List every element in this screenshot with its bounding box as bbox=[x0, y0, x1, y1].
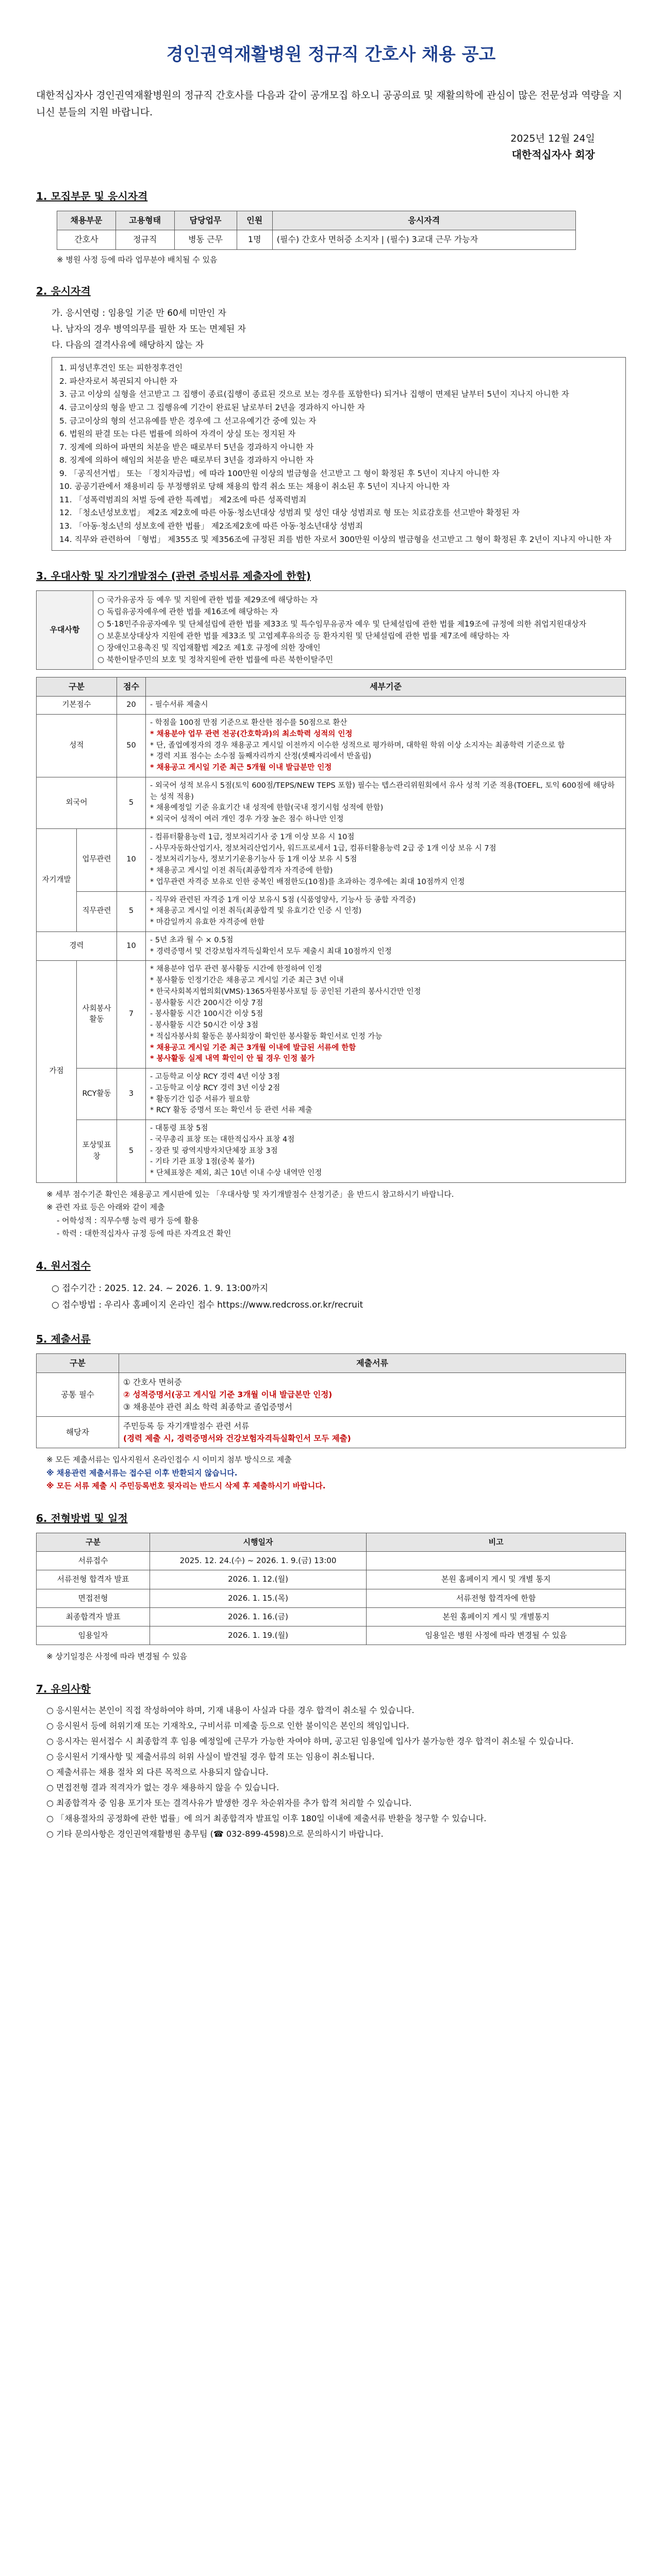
caution-item: ○ 응시원서는 본인이 직접 작성하여야 하며, 기재 내용이 사실과 다를 경우 합격이 취소될 수 있습니다. bbox=[46, 1705, 415, 1715]
posting-signature: 대한적십자사 회장 bbox=[511, 148, 595, 161]
table-cell: 면접전형 bbox=[37, 1589, 150, 1607]
score-detail-line: - 국무총리 표창 또는 대한적십자사 표창 4점 bbox=[150, 1135, 295, 1144]
section-7-heading: 7. 유의사항 bbox=[36, 1682, 91, 1695]
section-2-heading: 2. 응시자격 bbox=[36, 285, 91, 298]
score-label: 성적 bbox=[37, 715, 117, 777]
document-line: ① 간호사 면허증 bbox=[123, 1378, 182, 1387]
table-cell: 간호사 bbox=[57, 230, 116, 250]
score-detail bbox=[146, 931, 626, 961]
list-item: 다. 다음의 결격사유에 해당하지 않는 자 bbox=[52, 340, 204, 350]
footnote: - 학력 : 대한적십자사 규정 등에 따른 자격요건 확인 bbox=[57, 1229, 231, 1239]
disqualification-item: 2. 파산자로서 복권되지 아니한 자 bbox=[59, 376, 178, 386]
footnote: ※ 모든 서류 제출 시 주민등록번호 뒷자리는 반드시 삭제 후 제출하시기 바랍니다. bbox=[46, 1481, 326, 1491]
table-header: 비고 bbox=[367, 1533, 626, 1551]
caution-item: ○ 면접전형 결과 적격자가 없는 경우 채용하지 않을 수 있습니다. bbox=[46, 1782, 279, 1792]
table-cell: 서류전형 합격자 발표 bbox=[37, 1570, 150, 1589]
score-detail-line: - 외국어 성적 보유시 5점(토익 600점/TEPS/NEW TEPS 포함) 필수는 텝스관리위원회에서 유사 성적 기준 적용(TOEFL, 토익 600점에 해당하는 성적 적용) bbox=[150, 781, 615, 801]
section-3-heading: 3. 우대사항 및 자기개발점수 (관련 증빙서류 제출자에 한함) bbox=[36, 570, 311, 583]
score-group-label: 자기개발 bbox=[37, 828, 77, 931]
table-header: 응시자격 bbox=[272, 211, 575, 230]
preference-item: ○ 장애인고용촉진 및 직업재활법 제2조 제1호 규정에 의한 장애인 bbox=[97, 643, 321, 653]
schedule-table bbox=[36, 1533, 626, 1646]
table-cell bbox=[119, 1373, 626, 1417]
table-header: 점수 bbox=[117, 677, 146, 697]
table-cell: 최종합격자 발표 bbox=[37, 1607, 150, 1626]
score-detail-line: * 채용공고 게시일 이전 취득(최종합격자 자격증에 한함) bbox=[150, 867, 333, 875]
footnote: ※ 모든 제출서류는 입사지원서 온라인접수 시 이미지 첨부 방식으로 제출 bbox=[46, 1455, 292, 1465]
score-detail-line: - 장관 및 광역지방자치단체장 표창 3점 bbox=[150, 1146, 278, 1155]
list-item: 나. 남자의 경우 병역의무를 필한 자 또는 면제된 자 bbox=[52, 324, 246, 335]
score-detail-line: * 봉사활동 인정기간은 채용공고 게시일 기준 최근 3년 이내 bbox=[150, 976, 344, 985]
caution-item: ○ 제출서류는 채용 절차 외 다른 목적으로 사용되지 않습니다. bbox=[46, 1767, 269, 1777]
application-method[interactable]: ○ 접수방법 : 우리사 홈페이지 온라인 접수 https://www.redcross.or.kr/recruit bbox=[52, 1300, 363, 1311]
table-cell: 2026. 1. 16.(금) bbox=[150, 1607, 367, 1626]
score-detail-line: * RCY 활동 증명서 또는 확인서 등 관련 서류 제출 bbox=[150, 1106, 312, 1115]
preference-item: ○ 독립유공자예우에 관한 법률 제16조에 해당하는 자 bbox=[97, 607, 278, 617]
disqualification-item: 8. 징계에 의하여 해임의 처분을 받은 때로부터 3년을 경과하지 아니한 자 bbox=[59, 455, 314, 465]
table-cell: 병동 근무 bbox=[174, 230, 237, 250]
disqualification-item: 11. 「성폭력범죄의 처벌 등에 관한 특례법」 제2조에 따른 성폭력범죄 bbox=[59, 495, 307, 504]
table-header: 구분 bbox=[37, 1353, 119, 1373]
caution-item: ○ 응시원서 기재사항 및 제출서류의 허위 사실이 발견될 경우 합격 또는 임용이 취소됩니다. bbox=[46, 1751, 375, 1761]
table-cell: 서류전형 합격자에 한함 bbox=[367, 1589, 626, 1607]
score-detail-line: - 정보처리기능사, 정보기기운용기능사 등 1개 이상 보유 시 5점 bbox=[150, 855, 357, 864]
footnote: ※ 세부 점수기준 확인은 채용공고 게시판에 있는 「우대사항 및 자기개발점수 산정기준」을 반드시 참고하시기 바랍니다. bbox=[46, 1189, 454, 1199]
table-cell bbox=[119, 1417, 626, 1448]
documents-notes bbox=[46, 1453, 626, 1493]
table-cell: 임용일은 병원 사정에 따라 변경될 수 있음 bbox=[367, 1626, 626, 1645]
preference-label: 우대사항 bbox=[37, 591, 93, 670]
preference-item: ○ 국가유공자 등 예우 및 지원에 관한 법률 제29조에 해당하는 자 bbox=[97, 595, 318, 605]
disqualification-item: 10. 공공기관에서 채용비리 등 부정행위로 당해 채용의 합격 취소 또는 채용이 취소된 후 5년이 지나지 아니한 자 bbox=[59, 482, 450, 492]
table-cell: 정규직 bbox=[115, 230, 174, 250]
table-header: 구분 bbox=[37, 677, 117, 697]
disqualification-item: 14. 직무와 관련하여 「형법」 제355조 및 제356조에 규정된 죄를 범한 자로서 300만원 이상의 벌금형을 선고받고 그 형이 확정된 후 2년이 지나지 아니한 자 bbox=[59, 534, 612, 544]
score-detail-line: * 채용공고 게시일 이전 취득(최종합격 및 유효기간 인증 시 인정) bbox=[150, 907, 362, 916]
table-cell: 2025. 12. 24.(수) ~ 2026. 1. 9.(금) 13:00 bbox=[150, 1552, 367, 1570]
table-header: 제출서류 bbox=[119, 1353, 626, 1373]
score-points: 5 bbox=[117, 777, 146, 828]
score-detail-line: - 컴퓨터활용능력 1급, 정보처리기사 중 1개 이상 보유 시 10점 bbox=[150, 833, 355, 841]
score-label: 직무관련 bbox=[77, 891, 117, 931]
score-detail bbox=[146, 891, 626, 931]
score-detail-line: * 채용공고 게시일 기준 최근 5개월 이내 발급분만 인정 bbox=[150, 764, 332, 772]
score-detail-line: * 단체표창은 제외, 최근 10년 이내 수상 내역만 인정 bbox=[150, 1169, 322, 1178]
score-label: RCY활동 bbox=[77, 1069, 117, 1120]
table-header: 시행일자 bbox=[150, 1533, 367, 1551]
score-detail-line: - 5년 초과 월 수 × 0.5점 bbox=[150, 936, 234, 944]
table-header: 인원 bbox=[237, 211, 272, 230]
eligibility-list bbox=[52, 306, 626, 353]
table-cell: 본원 홈페이지 게시 및 개별통지 bbox=[367, 1607, 626, 1626]
preference-list bbox=[93, 591, 626, 670]
documents-table bbox=[36, 1353, 626, 1449]
caution-item: ○ 응시원서 등에 허위기재 또는 기재착오, 구비서류 미제출 등으로 인한 불이익은 본인의 책임입니다. bbox=[46, 1720, 409, 1731]
table-header: 담당업무 bbox=[174, 211, 237, 230]
table-cell: (필수) 간호사 면허증 소지자 | (필수) 3교대 근무 가능자 bbox=[272, 230, 575, 250]
section-5-heading: 5. 제출서류 bbox=[36, 1332, 91, 1345]
disqualification-item: 7. 징계에 의하여 파면의 처분을 받은 때로부터 5년을 경과하지 아니한 자 bbox=[59, 442, 314, 452]
list-item: 가. 응시연령 : 임용일 기준 만 60세 미만인 자 bbox=[52, 308, 226, 319]
score-detail-line: * 경력 지표 점수는 소수점 둘째자리까지 산정(셋째자리에서 반올림) bbox=[150, 752, 372, 761]
disqualification-item: 5. 금고이상의 형의 선고유예를 받은 경우에 그 선고유예기간 중에 있는 자 bbox=[59, 416, 317, 426]
score-group-label: 가점 bbox=[37, 961, 77, 1183]
disqualification-item: 13. 「아동·청소년의 성보호에 관한 법률」 제2조제2호에 따른 아동·청소년대상 성범죄 bbox=[59, 521, 363, 531]
score-label: 포상및표창 bbox=[77, 1120, 117, 1183]
document-line: ③ 채용분야 관련 최소 학력 최종학교 졸업증명서 bbox=[123, 1402, 292, 1412]
score-detail-line: * 채용분야 업무 관련 전공(간호학과)의 최소학력 성적의 인정 bbox=[150, 730, 353, 738]
score-detail bbox=[146, 961, 626, 1069]
table-cell: 본원 홈페이지 게시 및 개별 통지 bbox=[367, 1570, 626, 1589]
footnote: - 어학성적 : 직무수행 능력 평가 등에 활용 bbox=[57, 1215, 199, 1225]
score-detail-line: * 활동기간 입증 서류가 필요함 bbox=[150, 1095, 250, 1104]
score-detail-line: - 봉사활동 시간 100시간 이상 5점 bbox=[150, 1010, 263, 1019]
caution-item: ○ 최종합격자 중 임용 포기자 또는 결격사유가 발생한 경우 차순위자를 추가 합격 처리할 수 있습니다. bbox=[46, 1798, 412, 1808]
score-detail-line: - 고등학교 이상 RCY 경력 3년 이상 2점 bbox=[150, 1083, 280, 1092]
preference-item: ○ 5·18민주유공자예우 및 단체설립에 관한 법률 제33조 및 특수임무유공자 예우 및 단체설립에 관한 법률 제19조에 규정에 의한 취업지원대상자 bbox=[97, 619, 587, 629]
table-header: 세부기준 bbox=[146, 677, 626, 697]
score-detail bbox=[146, 1069, 626, 1120]
disqualification-box bbox=[52, 357, 626, 551]
disqualification-item: 6. 법원의 판결 또는 다른 법률에 의하여 자격이 상실 또는 정지된 자 bbox=[59, 429, 296, 439]
section-1-note: ※ 병원 사정 등에 따라 업무분야 배치될 수 있음 bbox=[57, 255, 218, 265]
score-detail-line: - 사무자동화산업기사, 정보처리산업기사, 워드프로세서 1급, 컴퓨터활용능력 2급 중 1개 이상 보유 시 7점 bbox=[150, 844, 496, 853]
caution-item: ○ 「채용절차의 공정화에 관한 법률」에 의거 최종합격자 발표일 이후 180일 이내에 제출서류 반환을 청구할 수 있습니다. bbox=[46, 1813, 487, 1823]
table-cell: 2026. 1. 15.(목) bbox=[150, 1589, 367, 1607]
score-detail-line: - 봉사활동 시간 200시간 이상 7점 bbox=[150, 998, 263, 1007]
table-cell bbox=[367, 1552, 626, 1570]
score-points: 10 bbox=[117, 931, 146, 961]
score-table bbox=[36, 677, 626, 1183]
table-header: 구분 bbox=[37, 1533, 150, 1551]
schedule-note: ※ 상기일정은 사정에 따라 변경될 수 있음 bbox=[46, 1652, 188, 1662]
score-label: 업무관련 bbox=[77, 828, 117, 891]
score-detail bbox=[146, 777, 626, 828]
table-cell: 2026. 1. 19.(월) bbox=[150, 1626, 367, 1645]
recruit-table bbox=[57, 211, 576, 250]
table-row bbox=[37, 1552, 626, 1570]
score-detail: - 필수서류 제출시 bbox=[146, 697, 626, 715]
application-info bbox=[52, 1280, 626, 1314]
table-header: 고용형태 bbox=[115, 211, 174, 230]
score-detail-line: * 채용공고 게시일 기준 최근 3개월 이내에 발급된 서류에 한함 bbox=[150, 1043, 356, 1052]
score-detail-line: - 직무와 관련된 자격증 1개 이상 보유시 5점 (식품영양사, 기능사 등 종합 자격증) bbox=[150, 895, 416, 904]
caution-item: ○ 응시자는 원서접수 시 최종합격 후 임용 예정일에 근무가 가능한 자여야 하며, 공고된 임용일에 입사가 불가능한 경우 합격이 취소될 수 있습니다. bbox=[46, 1736, 574, 1746]
table-row bbox=[37, 1607, 626, 1626]
section-4-heading: 4. 원서접수 bbox=[36, 1259, 91, 1272]
score-detail-line: * 봉사활동 실제 내역 확인이 안 될 경우 인정 불가 bbox=[150, 1055, 315, 1063]
score-detail bbox=[146, 828, 626, 891]
table-cell: 공통 필수 bbox=[37, 1373, 119, 1417]
posting-date: 2025년 12월 24일 bbox=[510, 133, 595, 145]
table-cell: 서류접수 bbox=[37, 1552, 150, 1570]
table-row bbox=[37, 1589, 626, 1607]
page-title: 경인권역재활병원 정규직 간호사 채용 공고 bbox=[166, 44, 496, 65]
document-line: (경력 제출 시, 경력증명서와 건강보험자격득실확인서 모두 제출) bbox=[123, 1434, 351, 1444]
section-6-heading: 6. 전형방법 및 일정 bbox=[36, 1512, 128, 1524]
intro-paragraph: 대한적십자사 경인권역재활병원의 정규직 간호사를 다음과 같이 공개모집 하오니 공공의료 및 재활의학에 관심이 많은 전문성과 역량을 지니신 분들의 지원 바랍니다. bbox=[36, 89, 622, 118]
score-points: 10 bbox=[117, 828, 146, 891]
application-period: ○ 접수기간 : 2025. 12. 24. ~ 2026. 1. 9. 13:00까지 bbox=[52, 1283, 269, 1294]
score-points: 5 bbox=[117, 1120, 146, 1183]
score-points: 3 bbox=[117, 1069, 146, 1120]
preference-item: ○ 보훈보상대상자 지원에 관한 법률 제33조 및 고엽제후유의증 등 환자지원 및 단체설립에 관한 법률 제7조에 해당하는 자 bbox=[97, 631, 510, 640]
disqualification-item: 3. 금고 이상의 실형을 선고받고 그 집행이 종료(집행이 종료된 것으로 보는 경우를 포함한다) 되거나 집행이 면제된 날부터 5년이 지나지 아니한 자 bbox=[59, 389, 569, 399]
score-detail bbox=[146, 715, 626, 777]
disqualification-item: 12. 「청소년성보호법」 제2조 제2호에 따른 아동·청소년대상 성범죄 및 성인 대상 성범죄로 형 또는 치료감호를 선고받아 확정된 자 bbox=[59, 508, 520, 518]
table-row bbox=[37, 1626, 626, 1645]
score-detail-line: * 경력증명서 및 건강보험자격득실확인서 모두 제출시 최대 10점까지 인정 bbox=[150, 947, 392, 956]
disqualification-item: 4. 금고이상의 형을 받고 그 집행유예 기간이 완료된 날로부터 2년을 경과하지 아니한 자 bbox=[59, 402, 365, 412]
caution-item: ○ 기타 문의사항은 경인권역재활병원 총무팀 (☎ 032-899-4598)으로 문의하시기 바랍니다. bbox=[46, 1828, 384, 1839]
disqualification-item: 9. 「공직선거법」 또는 「정치자금법」에 따라 100만원 이상의 벌금형을 선고받고 그 형이 확정된 후 5년이 지나지 아니한 자 bbox=[59, 468, 500, 478]
score-points: 50 bbox=[117, 715, 146, 777]
table-cell: 임용일자 bbox=[37, 1626, 150, 1645]
score-detail-line: - 봉사활동 시간 50시간 이상 3점 bbox=[150, 1021, 259, 1030]
score-points: 5 bbox=[117, 891, 146, 931]
table-cell: 2026. 1. 12.(월) bbox=[150, 1570, 367, 1589]
score-detail-line: - 학점을 100점 만점 기준으로 환산한 점수를 50점으로 환산 bbox=[150, 719, 347, 727]
score-label: 외국어 bbox=[37, 777, 117, 828]
document-line: ② 성적증명서(공고 게시일 기준 3개월 이내 발급본만 인정) bbox=[123, 1390, 333, 1400]
score-detail-line: - 대통령 표창 5점 bbox=[150, 1124, 208, 1133]
score-detail-line: * 적십자봉사회 활동은 봉사회장이 확인한 봉사활동 확인서로 인정 가능 bbox=[150, 1032, 383, 1041]
score-detail-line: - 고등학교 이상 RCY 경력 4년 이상 3점 bbox=[150, 1073, 280, 1081]
score-footnotes bbox=[46, 1188, 626, 1241]
table-header: 채용부문 bbox=[57, 211, 116, 230]
score-points: 7 bbox=[117, 961, 146, 1069]
table-cell: 해당자 bbox=[37, 1417, 119, 1448]
cautions-list bbox=[46, 1703, 626, 1841]
disqualification-item: 1. 피성년후견인 또는 피한정후견인 bbox=[59, 363, 183, 373]
table-cell: 1명 bbox=[237, 230, 272, 250]
preference-item: ○ 북한이탈주민의 보호 및 정착지원에 관한 법률에 따른 북한이탈주민 bbox=[97, 655, 333, 665]
footnote: ※ 관련 자료 등은 아래와 같이 제출 bbox=[46, 1202, 165, 1212]
score-detail-line: * 단, 졸업예정자의 경우 채용공고 게시일 이전까지 이수한 성적으로 평가하며, 대학원 학위 이상 소지자는 최종학력 기준으로 함 bbox=[150, 741, 565, 750]
preference-table bbox=[36, 590, 626, 670]
score-detail bbox=[146, 1120, 626, 1183]
score-label: 경력 bbox=[37, 931, 117, 961]
score-detail-line: * 채용분야 업무 관련 봉사활동 시간에 한정하여 인정 bbox=[150, 965, 322, 974]
score-label: 사회봉사활동 bbox=[77, 961, 117, 1069]
score-detail-line: * 채용예정일 기준 유효기간 내 성적에 한함(국내 정기시험 성적에 한함) bbox=[150, 804, 384, 812]
table-row bbox=[37, 1570, 626, 1589]
score-detail-line: * 한국사회복지협의회(VMS)·1365자원봉사포털 등 공인된 기관의 봉사시간만 인정 bbox=[150, 987, 421, 996]
document-line: 주민등록 등 자기개발점수 관련 서류 bbox=[123, 1421, 250, 1431]
footnote: ※ 채용관련 제출서류는 접수된 이후 반환되지 않습니다. bbox=[46, 1468, 238, 1478]
score-label: 기본점수 bbox=[37, 697, 117, 715]
score-detail-line: * 마감일까지 유효한 자격증에 한함 bbox=[150, 918, 264, 927]
score-points: 20 bbox=[117, 697, 146, 715]
score-detail-line: - 기타 기관 표창 1점(중복 불가) bbox=[150, 1158, 255, 1166]
score-detail-line: * 외국어 성적이 여러 개인 경우 가장 높은 점수 하나만 인정 bbox=[150, 815, 344, 824]
score-detail-line: * 업무관련 자격증 보유로 인한 중복인 배점한도(10점)를 초과하는 경우에는 최대 10점까지 인정 bbox=[150, 877, 465, 886]
section-1-heading: 1. 모집부문 및 응시자격 bbox=[36, 190, 148, 202]
